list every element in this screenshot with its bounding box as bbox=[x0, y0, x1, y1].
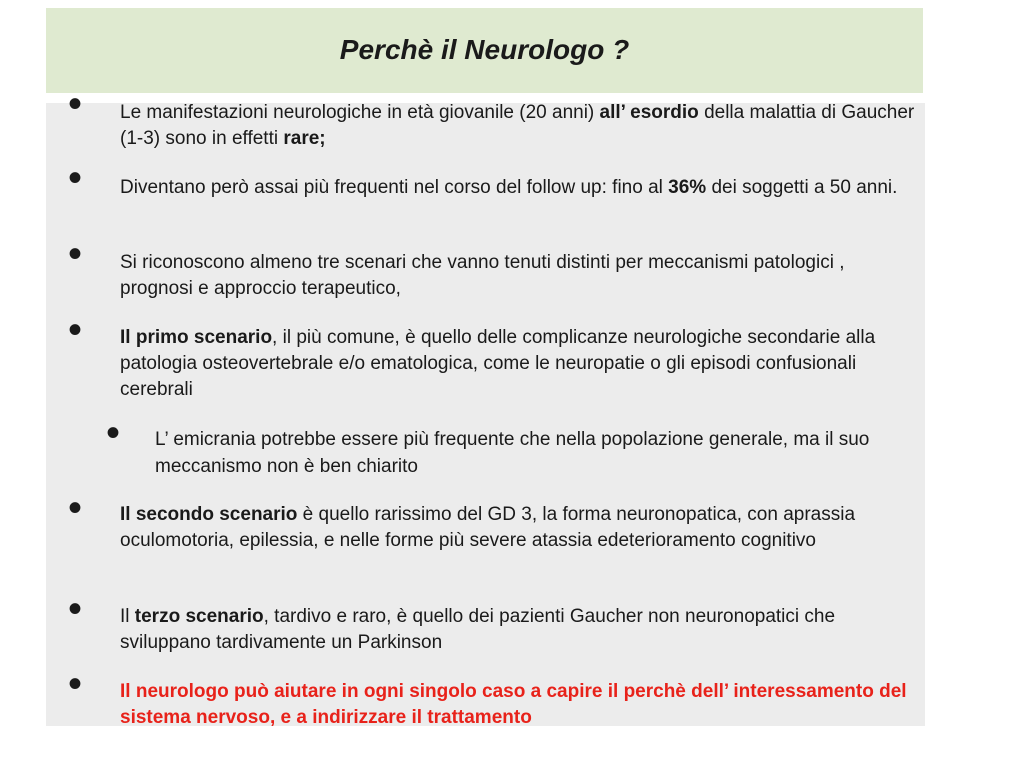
emphasis: rare; bbox=[283, 128, 326, 149]
bullet-item-7-highlight: Il neurologo può aiutare in ogni singolo caso a capire il perchè dell’ interessamento del sistema nervoso, e a indirizzare il trattamento bbox=[120, 681, 907, 728]
bullet-icon: • bbox=[68, 308, 83, 352]
sub-bullet-icon: • bbox=[106, 411, 121, 455]
bullet-icon: • bbox=[68, 156, 83, 200]
bullet-item-4: Il primo scenario, il più comune, è quello delle complicanze neurologiche secondarie alla patologia osteovertebrale e/o ematologica, come le neuropatie o gli episodi confusionali cerebrali bbox=[120, 327, 876, 400]
emphasis: Il secondo scenario bbox=[120, 504, 298, 525]
bullet-icon: • bbox=[68, 486, 83, 530]
bullet-icon: • bbox=[68, 587, 83, 631]
bullet-icon: • bbox=[68, 82, 83, 126]
bullet-item-1: Le manifestazioni neurologiche in età giovanile (20 anni) all’ esordio della malattia di Gaucher (1-3) sono in effetti rare; bbox=[120, 102, 915, 149]
bullet-item-5: Il secondo scenario è quello rarissimo del GD 3, la forma neuronopatica, con aprassia oculomotoria, epilessia, e nelle forme più severe atassia edeterioramento cognitivo bbox=[120, 504, 856, 551]
emphasis: terzo scenario bbox=[134, 606, 264, 627]
slide-title: Perchè il Neurologo ? bbox=[339, 34, 630, 65]
bullet-item-6: Il terzo scenario, tardivo e raro, è quello dei pazienti Gaucher non neuronopatici che sviluppano tardivamente un Parkinson bbox=[120, 606, 836, 653]
emphasis: Il primo scenario bbox=[120, 327, 273, 348]
sub-bullet-item: L’ emicrania potrebbe essere più frequente che nella popolazione generale, ma il suo meccanismo non è ben chiarito bbox=[155, 429, 870, 477]
emphasis: 36% bbox=[668, 177, 707, 198]
bullet-item-2: Diventano però assai più frequenti nel corso del follow up: fino al 36% dei soggetti a 50 anni. bbox=[120, 177, 898, 198]
emphasis: all’ esordio bbox=[599, 102, 699, 123]
bullet-item-3: Si riconoscono almeno tre scenari che vanno tenuti distinti per meccanismi patologici , prognosi e approccio terapeutico, bbox=[120, 252, 845, 299]
bullet-icon: • bbox=[68, 662, 83, 706]
bullet-icon: • bbox=[68, 232, 83, 276]
